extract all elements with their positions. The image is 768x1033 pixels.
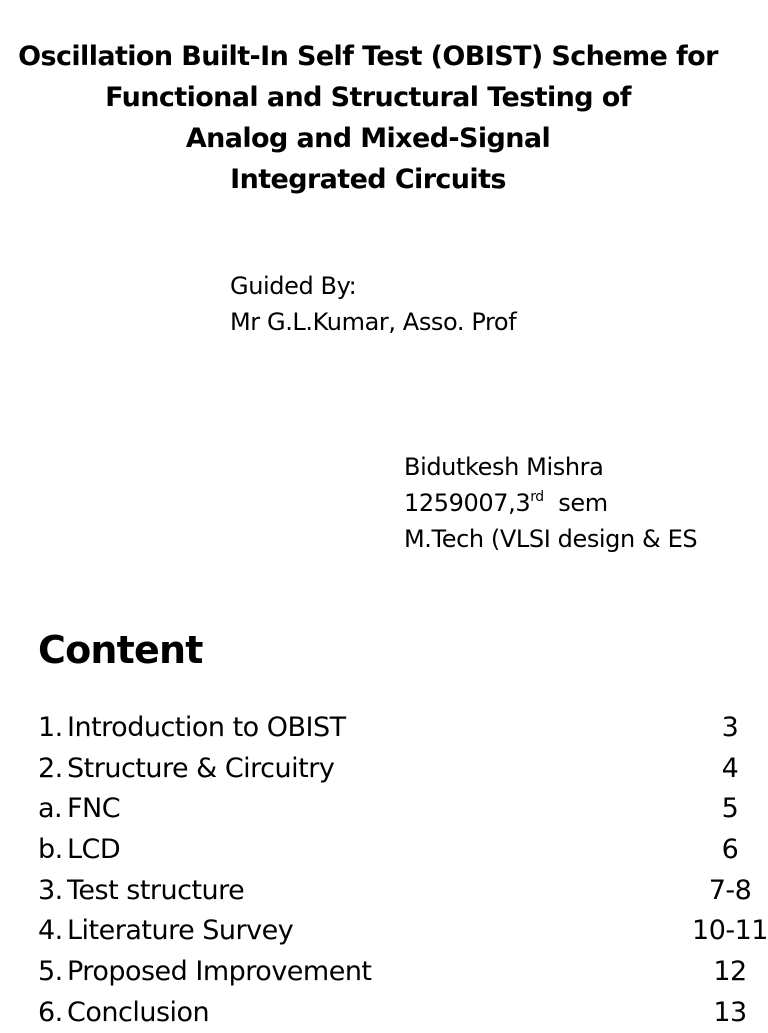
slide-title <box>0 36 736 200</box>
toc-item-page: 10-11 <box>692 915 768 947</box>
toc-item-label: Literature Survey <box>67 915 294 947</box>
toc-item-page: 5 <box>721 793 739 825</box>
toc-item <box>38 829 768 870</box>
toc-item-number: 5. <box>38 955 63 987</box>
toc-item <box>38 870 768 911</box>
toc-item <box>38 788 768 829</box>
guide-label: Guided By: <box>230 272 357 300</box>
content-heading: Content <box>38 628 203 672</box>
toc-item-page: 12 <box>713 955 747 987</box>
toc-item-number: a. <box>38 793 63 825</box>
toc-item-label: Introduction to OBIST <box>67 711 346 743</box>
toc-item <box>38 992 768 1033</box>
toc-item-label: Test structure <box>67 874 245 906</box>
title-line: Integrated Circuits <box>230 164 506 195</box>
roll-number: 1259007,3 <box>404 489 531 517</box>
title-line: Functional and Structural Testing of <box>105 82 631 113</box>
toc-item <box>38 748 768 789</box>
toc-item <box>38 707 768 748</box>
guide-name: Mr G.L.Kumar, Asso. Prof <box>230 308 517 336</box>
toc-item-number: 3. <box>38 874 63 906</box>
student-name: Bidutkesh Mishra <box>404 453 604 481</box>
title-line: Oscillation Built-In Self Test (OBIST) Scheme for <box>18 41 718 72</box>
title-line: Analog and Mixed-Signal <box>185 123 551 154</box>
toc-item-page: 7-8 <box>708 874 752 906</box>
table-of-contents <box>38 707 768 1033</box>
student-roll <box>404 485 697 521</box>
toc-item-label: Proposed Improvement <box>67 955 372 987</box>
toc-item-number: 2. <box>38 752 63 784</box>
student-block <box>404 449 697 557</box>
roll-semester: sem <box>558 489 608 517</box>
toc-item-label: LCD <box>67 833 121 865</box>
guide-block <box>230 268 516 340</box>
toc-item <box>38 910 768 951</box>
roll-superscript: rd <box>530 489 544 505</box>
toc-item-number: 1. <box>38 711 63 743</box>
toc-item-page: 13 <box>713 996 747 1028</box>
toc-item-label: FNC <box>67 793 121 825</box>
toc-item-page: 4 <box>721 752 739 784</box>
toc-item-page: 6 <box>721 833 739 865</box>
toc-item-number: b. <box>38 833 63 865</box>
toc-item <box>38 951 768 992</box>
toc-item-label: Conclusion <box>67 996 210 1028</box>
student-program: M.Tech (VLSI design & ES <box>404 525 698 553</box>
toc-item-number: 6. <box>38 996 63 1028</box>
toc-item-page: 3 <box>721 711 739 743</box>
toc-item-number: 4. <box>38 915 63 947</box>
toc-item-label: Structure & Circuitry <box>67 752 335 784</box>
